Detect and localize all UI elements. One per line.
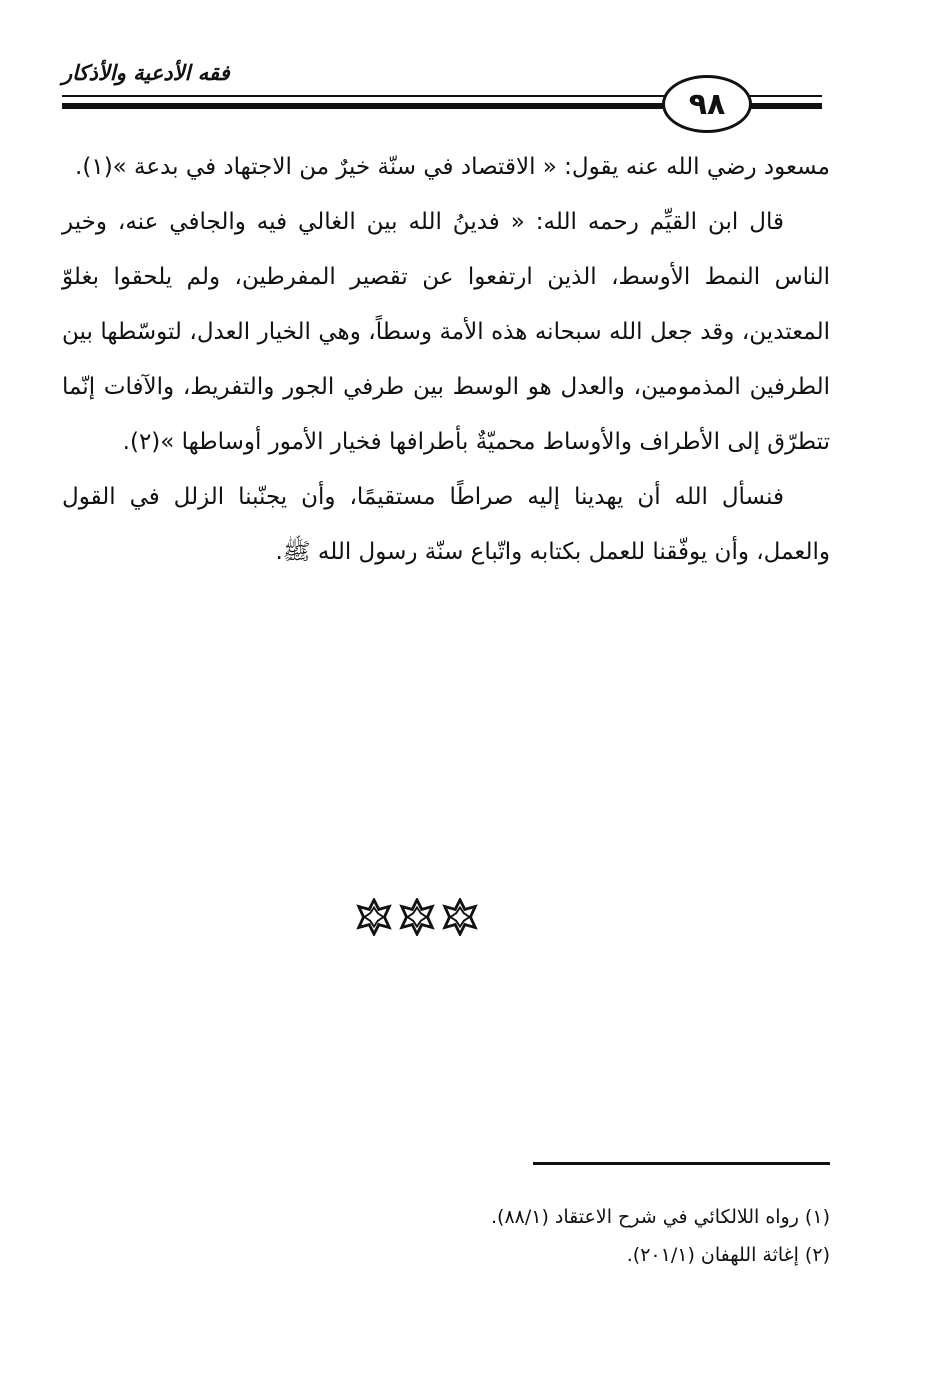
paragraph-quote-ibn-masud: مسعود رضي الله عنه يقول: « الاقتصاد في سنّة خيرٌ من الاجتهاد في بدعة »(١). — [75, 154, 830, 180]
footnote-1: (١) رواه اللالكائي في شرح الاعتقاد (٨٨/١). — [490, 1206, 830, 1228]
page-number: ٩٨ — [662, 75, 752, 133]
paragraph-supplication: فنسأل الله أن يهدينا إليه صراطًا مستقيمًا، وأن يجنّبنا الزلل في القول والعمل، وأن يوفّقنا للعمل بكتابه واتّباع سنّة رسول الله ﷺ. — [62, 484, 830, 565]
footnote-2: (٢) إغاثة اللهفان (٢٠١/١). — [626, 1244, 830, 1266]
eight-point-star-icon — [398, 898, 436, 936]
eight-point-star-icon — [355, 898, 393, 936]
main-text — [62, 140, 830, 580]
footnote-separator — [533, 1162, 830, 1165]
eight-point-star-icon — [441, 898, 479, 936]
section-end-ornament — [355, 898, 479, 938]
running-title: فقه الأدعية والأذكار — [62, 61, 230, 85]
footnotes — [430, 1198, 830, 1274]
paragraph-quote-ibn-alqayyim: قال ابن القيِّم رحمه الله: « فدينُ الله بين الغالي فيه والجافي عنه، وخير الناس النمط الأوسط، الذين ارتفعوا عن تقصير المفرطين، ولم يلحقوا بغلوّ المعتدين، وقد جعل الله سبحانه هذه الأمة وسطاً، وهي الخيار العدل، لتوسّطها بين الطرفين المذمومين، والعدل هو الوسط بين طرفي الجور والتفريط، والآفات إنّما تتطرّق إلى الأطراف والأوساط محميّةٌ بأطرافها فخيار الأمور أوساطها »(٢). — [62, 209, 830, 455]
